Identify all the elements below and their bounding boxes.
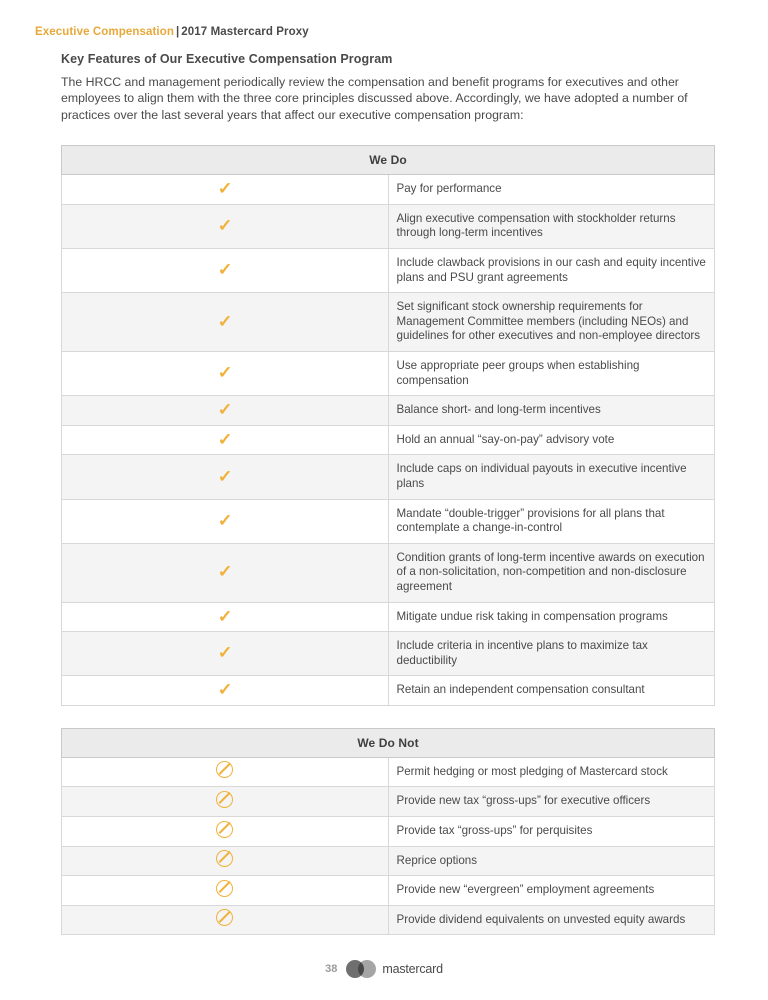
- table-row: [62, 632, 715, 676]
- check-icon: ✓: [217, 216, 233, 236]
- check-icon: ✓: [217, 510, 233, 530]
- table-cell-text: Permit hedging or most pledging of Mastercard stock: [388, 757, 715, 787]
- check-icon-cell: [62, 425, 389, 455]
- check-icon-cell: [62, 175, 389, 205]
- check-icon: ✓: [217, 429, 233, 449]
- table-cell-text: Align executive compensation with stockholder returns through long-term incentives: [388, 204, 715, 248]
- check-icon: ✓: [217, 562, 233, 582]
- table-row: [62, 204, 715, 248]
- table-cell-text: Provide tax “gross-ups” for perquisites: [388, 817, 715, 847]
- check-icon: ✓: [217, 400, 233, 420]
- check-icon-cell: [62, 204, 389, 248]
- check-icon-cell: [62, 351, 389, 395]
- no-entry-icon-cell: [62, 787, 389, 817]
- check-icon: ✓: [217, 606, 233, 626]
- table-row: [62, 455, 715, 499]
- no-entry-icon-cell: [62, 905, 389, 935]
- we-do-heading: We Do: [62, 146, 715, 175]
- header-section: Executive Compensation: [35, 26, 174, 38]
- table-cell-text: Retain an independent compensation consultant: [388, 676, 715, 706]
- check-icon-cell: [62, 455, 389, 499]
- table-row: [62, 846, 715, 876]
- no-entry-icon: [216, 761, 233, 778]
- table-cell-text: Provide new “evergreen” employment agreements: [388, 876, 715, 906]
- mastercard-logo-icon: [346, 960, 376, 978]
- table-cell-text: Pay for performance: [388, 175, 715, 205]
- page-footer: [0, 960, 768, 978]
- no-entry-icon: [216, 791, 233, 808]
- table-row: [62, 905, 715, 935]
- table-cell-text: Provide dividend equivalents on unvested equity awards: [388, 905, 715, 935]
- table-row: [62, 351, 715, 395]
- table-cell-text: Set significant stock ownership requirements for Management Committee members (including NEOs) and guidelines for other executives and non-employee directors: [388, 293, 715, 352]
- no-entry-icon: [216, 821, 233, 838]
- header-document: 2017 Mastercard Proxy: [181, 26, 309, 38]
- table-row: [62, 293, 715, 352]
- check-icon: ✓: [217, 363, 233, 383]
- check-icon-cell: [62, 499, 389, 543]
- brand-name: mastercard: [382, 962, 443, 976]
- page-content: [61, 52, 715, 935]
- we-do-not-heading: We Do Not: [62, 728, 715, 757]
- check-icon-cell: [62, 602, 389, 632]
- no-entry-icon-cell: [62, 846, 389, 876]
- table-cell-text: Balance short- and long-term incentives: [388, 396, 715, 426]
- page-number: 38: [325, 963, 338, 975]
- check-icon-cell: [62, 293, 389, 352]
- no-entry-icon: [216, 909, 233, 926]
- no-entry-icon: [216, 850, 233, 867]
- running-header: [35, 26, 309, 38]
- table-cell-text: Provide new tax “gross-ups” for executive officers: [388, 787, 715, 817]
- table-row: [62, 543, 715, 602]
- check-icon-cell: [62, 249, 389, 293]
- check-icon: ✓: [217, 311, 233, 331]
- table-row: [62, 676, 715, 706]
- check-icon: ✓: [217, 680, 233, 700]
- check-icon: ✓: [217, 260, 233, 280]
- table-cell-text: Hold an annual “say-on-pay” advisory vote: [388, 425, 715, 455]
- table-row: [62, 499, 715, 543]
- table-cell-text: Mitigate undue risk taking in compensation programs: [388, 602, 715, 632]
- table-cell-text: Reprice options: [388, 846, 715, 876]
- check-icon-cell: [62, 676, 389, 706]
- no-entry-icon-cell: [62, 817, 389, 847]
- intro-paragraph: The HRCC and management periodically review the compensation and benefit programs for executives and other employees to align them with the three core principles discussed above. Accordingly, we have adopted a number of practices over the last several years that affect our executive compensation program:: [61, 75, 688, 122]
- page-title: Key Features of Our Executive Compensation Program: [61, 52, 393, 66]
- table-row: [62, 876, 715, 906]
- table-row: [62, 787, 715, 817]
- check-icon-cell: [62, 396, 389, 426]
- no-entry-icon-cell: [62, 876, 389, 906]
- table-cell-text: Condition grants of long-term incentive awards on execution of a non-solicitation, non-competition and non-disclosure agreement: [388, 543, 715, 602]
- table-cell-text: Include caps on individual payouts in executive incentive plans: [388, 455, 715, 499]
- check-icon: ✓: [217, 466, 233, 486]
- table-cell-text: Use appropriate peer groups when establishing compensation: [388, 351, 715, 395]
- check-icon-cell: [62, 632, 389, 676]
- no-entry-icon-cell: [62, 757, 389, 787]
- no-entry-icon: [216, 880, 233, 897]
- check-icon: ✓: [217, 643, 233, 663]
- check-icon: ✓: [217, 179, 233, 199]
- table-row: [62, 757, 715, 787]
- brand-lockup: [346, 960, 443, 978]
- table-cell-text: Include criteria in incentive plans to maximize tax deductibility: [388, 632, 715, 676]
- table-row: [62, 249, 715, 293]
- table-row: [62, 396, 715, 426]
- table-row: [62, 602, 715, 632]
- check-icon-cell: [62, 543, 389, 602]
- we-do-not-table: [61, 728, 715, 936]
- table-row: [62, 425, 715, 455]
- table-cell-text: Mandate “double-trigger” provisions for all plans that contemplate a change-in-control: [388, 499, 715, 543]
- we-do-table: [61, 145, 715, 706]
- table-row: [62, 175, 715, 205]
- header-divider: |: [175, 26, 180, 38]
- table-row: [62, 817, 715, 847]
- table-cell-text: Include clawback provisions in our cash and equity incentive plans and PSU grant agreements: [388, 249, 715, 293]
